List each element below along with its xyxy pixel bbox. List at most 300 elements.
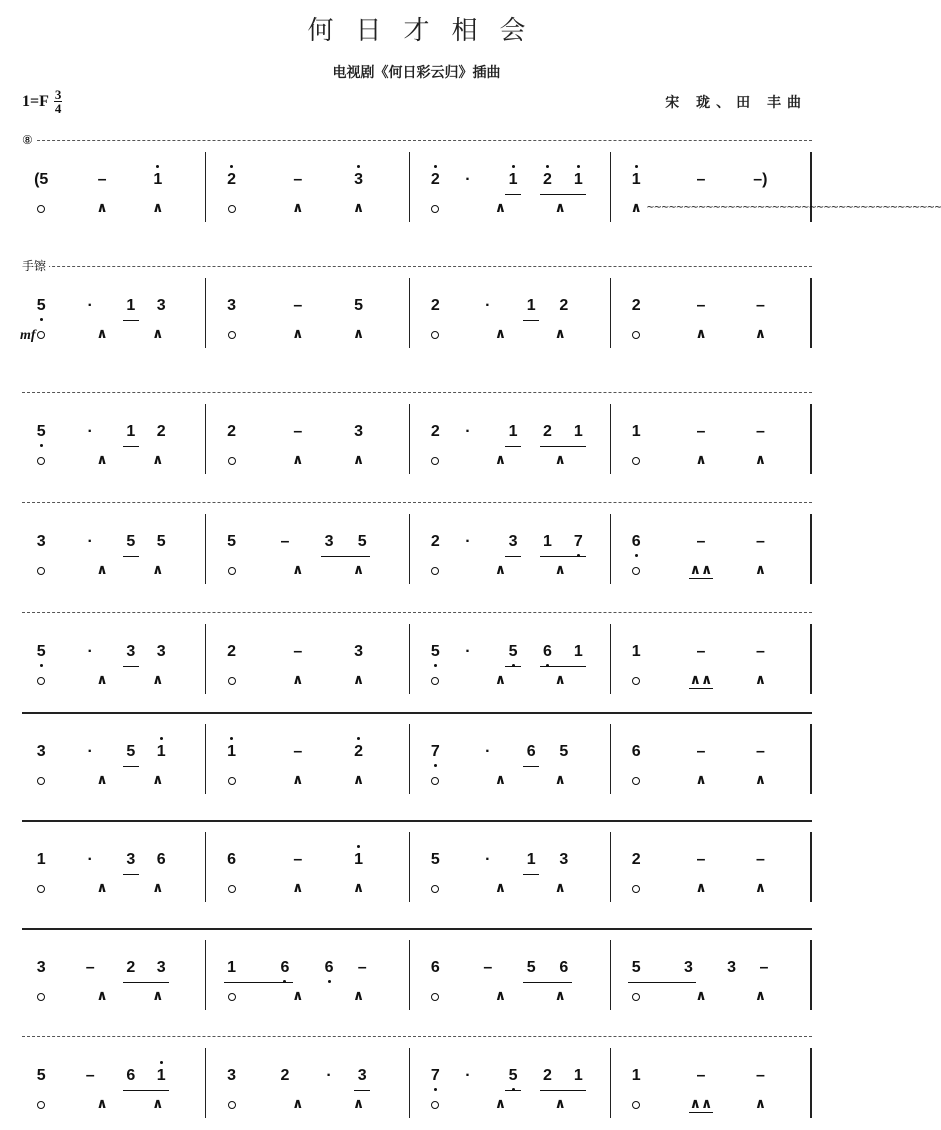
- note: [750, 532, 770, 552]
- note: [626, 958, 646, 978]
- note-text: 3: [156, 959, 166, 976]
- accent-caret-mark: ∧: [554, 326, 566, 342]
- note-text: 5: [126, 743, 136, 760]
- accent-caret-mark: ∧: [695, 452, 707, 468]
- note: [92, 170, 112, 190]
- note: [151, 532, 171, 552]
- score-system: [22, 392, 812, 476]
- score-system: [22, 712, 812, 796]
- note: [151, 850, 171, 870]
- system-rule: [22, 1036, 812, 1037]
- note: [425, 958, 445, 978]
- note-text: 1: [36, 851, 46, 868]
- measure: [419, 152, 600, 222]
- eighth-underline: [123, 320, 139, 321]
- note: [750, 296, 770, 316]
- accent-caret-mark: ∧: [695, 326, 707, 342]
- note: [425, 170, 445, 190]
- low-octave-dot: [40, 664, 43, 667]
- note: [80, 742, 100, 762]
- note: [425, 642, 445, 662]
- note-text: 2: [227, 171, 236, 188]
- accent-caret-mark: ∧: [494, 880, 507, 896]
- note-text: 2: [430, 171, 440, 188]
- note-text: –: [696, 533, 706, 550]
- note: [691, 296, 711, 316]
- eighth-underline: [224, 982, 293, 983]
- note-text: –: [759, 959, 769, 976]
- note-text: 3: [126, 851, 136, 868]
- note: [80, 642, 100, 662]
- note-text: 1: [631, 643, 641, 660]
- measure: [26, 724, 195, 794]
- note: [554, 296, 574, 316]
- note: [425, 532, 445, 552]
- note: [478, 296, 498, 316]
- eighth-underline: [540, 666, 587, 667]
- note: [275, 958, 295, 978]
- measure: [26, 152, 195, 222]
- note: [626, 170, 646, 190]
- note-text: 6: [631, 533, 641, 550]
- note: [80, 532, 100, 552]
- accent-caret-mark: ∧: [754, 880, 767, 896]
- note: [222, 958, 242, 978]
- open-stroke-mark: [425, 988, 445, 1004]
- note: [691, 532, 711, 552]
- note: [288, 850, 308, 870]
- note-text: 1: [126, 297, 136, 314]
- accent-caret-mark: ∧: [754, 988, 767, 1004]
- open-stroke-mark: [222, 452, 242, 468]
- note-text: (5: [34, 171, 49, 188]
- high-octave-dot: [357, 165, 360, 168]
- note-text: 1: [543, 533, 552, 550]
- accent-caret-mark: ∧: [352, 326, 365, 342]
- note-text: 5: [559, 743, 569, 760]
- note-text: –: [357, 959, 367, 976]
- note: [319, 1066, 339, 1086]
- accent-caret-mark: ∧∧: [689, 562, 713, 578]
- eighth-underline: [123, 666, 139, 667]
- note: [288, 296, 308, 316]
- barline: [810, 1048, 812, 1118]
- barline: [610, 404, 611, 474]
- barline: [610, 832, 611, 902]
- note-text: 5: [354, 297, 363, 314]
- note: [626, 1066, 646, 1086]
- system-rule: [22, 266, 812, 267]
- high-octave-dot: [357, 845, 360, 848]
- note-text: 6: [543, 643, 552, 660]
- note-text: 3: [354, 171, 363, 188]
- note-text: ·: [485, 297, 491, 314]
- barline: [409, 152, 410, 222]
- accent-caret-mark: ∧: [152, 326, 164, 342]
- note-text: –: [696, 743, 706, 760]
- score-system: [22, 140, 941, 224]
- note: [349, 642, 369, 662]
- note: [678, 958, 698, 978]
- note: [538, 170, 558, 190]
- eighth-underline: [523, 766, 539, 767]
- open-stroke-mark: [222, 988, 242, 1004]
- measure: [620, 1048, 800, 1118]
- note: [626, 742, 646, 762]
- note: [288, 170, 308, 190]
- note-text: 3: [36, 959, 46, 976]
- measure: [419, 624, 600, 694]
- note-text: –: [97, 171, 107, 188]
- note-text: ·: [465, 171, 471, 188]
- note: [750, 170, 770, 190]
- note: [222, 1066, 242, 1086]
- note: [691, 850, 711, 870]
- note-text: ·: [465, 533, 471, 550]
- accent-caret-mark: ∧: [352, 988, 365, 1004]
- note-text: –: [293, 851, 303, 868]
- note: [222, 296, 242, 316]
- note-text: ·: [465, 1067, 471, 1084]
- note: [750, 422, 770, 442]
- note-text: 1: [156, 1067, 166, 1084]
- open-stroke-mark: [31, 1096, 51, 1112]
- measure: [215, 624, 399, 694]
- note-text: –: [85, 1067, 95, 1084]
- measure: [215, 152, 399, 222]
- measure: [26, 1048, 195, 1118]
- time-numerator: 3: [54, 87, 62, 102]
- note-text: ·: [326, 1067, 332, 1084]
- note-text: 2: [280, 1067, 290, 1084]
- song-title: 何日才相会: [307, 16, 548, 46]
- eighth-underline: [540, 556, 587, 557]
- accent-caret-mark: ∧∧: [689, 1096, 713, 1112]
- measure: [419, 724, 600, 794]
- note: [319, 532, 339, 552]
- note-text: 6: [526, 743, 536, 760]
- measure: [620, 404, 800, 474]
- barline: [205, 404, 206, 474]
- note: [222, 532, 242, 552]
- note-text: ·: [87, 743, 93, 760]
- note: [31, 170, 51, 190]
- barline: [409, 404, 410, 474]
- note: [352, 532, 372, 552]
- instrument-label-1: ⑧: [22, 133, 36, 147]
- note: [521, 958, 541, 978]
- time-signature: [54, 88, 63, 115]
- note-text: –: [280, 533, 290, 550]
- note: [626, 532, 646, 552]
- note-text: ·: [485, 743, 491, 760]
- barline: [810, 940, 812, 1010]
- note-text: 2: [156, 423, 166, 440]
- note: [458, 532, 478, 552]
- accent-caret-mark: ∧: [554, 452, 566, 468]
- note-text: 1: [573, 171, 583, 188]
- note: [478, 742, 498, 762]
- open-stroke-mark: [31, 672, 51, 688]
- accent-caret-mark: ∧: [494, 200, 507, 216]
- note-text: 5: [36, 297, 46, 314]
- accent-caret-mark: ∧: [695, 880, 707, 896]
- barline: [409, 624, 410, 694]
- note: [503, 422, 523, 442]
- barline: [610, 624, 611, 694]
- note-text: 1: [573, 1067, 583, 1084]
- note-text: 1: [153, 171, 163, 188]
- open-stroke-mark: [425, 772, 445, 788]
- accent-caret-mark: ∧: [554, 880, 566, 896]
- note: [275, 1066, 295, 1086]
- note: [503, 1066, 523, 1086]
- note: [222, 850, 242, 870]
- accent-caret-mark: ∧: [630, 200, 642, 216]
- note: [425, 742, 445, 762]
- note: [521, 742, 541, 762]
- note-text: –: [293, 743, 303, 760]
- note-text: 5: [631, 959, 641, 976]
- note: [31, 958, 51, 978]
- open-stroke-mark: [425, 1096, 445, 1112]
- measure: [620, 832, 800, 902]
- system-rule: [22, 140, 812, 141]
- measure: [26, 624, 195, 694]
- accent-caret-mark: ∧∧: [689, 672, 713, 688]
- note: [121, 850, 141, 870]
- barline: [810, 404, 812, 474]
- high-octave-dot: [230, 737, 233, 740]
- measure: [215, 404, 399, 474]
- barline: [205, 940, 206, 1010]
- note: [568, 642, 588, 662]
- eighth-underline: [505, 194, 521, 195]
- accent-caret-mark: ∧: [352, 772, 365, 788]
- low-octave-dot: [635, 554, 638, 557]
- note-text: 1: [508, 171, 518, 188]
- note: [458, 1066, 478, 1086]
- note: [352, 958, 372, 978]
- note: [222, 742, 242, 762]
- note-text: 7: [573, 533, 583, 550]
- high-octave-dot: [546, 165, 549, 168]
- note: [151, 742, 171, 762]
- note-text: 1: [631, 423, 641, 440]
- note: [554, 850, 574, 870]
- accent-caret-mark: ∧: [152, 772, 164, 788]
- note: [691, 170, 711, 190]
- barline: [205, 514, 206, 584]
- system-rule: [22, 928, 812, 930]
- barline: [409, 940, 410, 1010]
- note: [568, 170, 588, 190]
- key-prefix: 1=F: [22, 92, 49, 110]
- high-octave-dot: [357, 737, 360, 740]
- high-octave-dot: [512, 165, 515, 168]
- note-text: ·: [87, 643, 93, 660]
- dynamic-marking: mf: [20, 328, 36, 343]
- high-octave-dot: [635, 165, 638, 168]
- open-stroke-mark: [31, 772, 51, 788]
- double-accent-underline: [689, 688, 713, 689]
- accent-caret-mark: ∧: [352, 1096, 365, 1112]
- eighth-underline: [505, 446, 521, 447]
- note: [151, 296, 171, 316]
- note: [626, 422, 646, 442]
- note-text: 6: [559, 959, 569, 976]
- note-text: 6: [430, 959, 440, 976]
- barline: [610, 724, 611, 794]
- measure: [620, 514, 800, 584]
- accent-caret-mark: ∧: [494, 772, 507, 788]
- note: [503, 642, 523, 662]
- measure: [26, 940, 195, 1010]
- note: [538, 422, 558, 442]
- note: [503, 170, 523, 190]
- note-text: 3: [36, 743, 46, 760]
- note-text: –: [755, 1067, 765, 1084]
- accent-caret-mark: ∧: [494, 1096, 507, 1112]
- open-stroke-mark: [222, 1096, 242, 1112]
- barline: [610, 514, 611, 584]
- note: [521, 296, 541, 316]
- open-stroke-mark: [626, 452, 646, 468]
- accent-caret-mark: ∧: [96, 772, 108, 788]
- note: [80, 958, 100, 978]
- note-text: 7: [430, 743, 440, 760]
- eighth-underline: [123, 982, 169, 983]
- high-octave-dot: [160, 1061, 163, 1064]
- accent-caret-mark: ∧: [96, 200, 108, 216]
- note: [222, 170, 242, 190]
- eighth-underline: [505, 1090, 521, 1091]
- note: [80, 1066, 100, 1086]
- note-text: 5: [508, 643, 518, 660]
- note-text: 2: [227, 643, 236, 660]
- note-text: –: [293, 297, 303, 314]
- note-text: ·: [465, 643, 471, 660]
- accent-caret-mark: ∧: [352, 672, 365, 688]
- accent-caret-mark: ∧: [554, 772, 566, 788]
- note: [554, 742, 574, 762]
- accent-caret-mark: ∧: [352, 452, 365, 468]
- note-text: –: [696, 643, 706, 660]
- open-stroke-mark: [626, 672, 646, 688]
- note: [31, 742, 51, 762]
- note-text: 2: [227, 423, 236, 440]
- measure: [620, 152, 941, 222]
- measure: [215, 1048, 399, 1118]
- note: [222, 422, 242, 442]
- note-text: 2: [126, 959, 136, 976]
- accent-caret-mark: ∧: [554, 672, 566, 688]
- note: [425, 422, 445, 442]
- double-accent-underline: [689, 1112, 713, 1113]
- accent-caret-mark: ∧: [754, 672, 767, 688]
- note-text: 5: [526, 959, 536, 976]
- note: [31, 296, 51, 316]
- note: [425, 1066, 445, 1086]
- barline: [810, 624, 812, 694]
- accent-caret-mark: ∧: [494, 452, 507, 468]
- eighth-underline: [523, 874, 539, 875]
- measure: [620, 724, 800, 794]
- open-stroke-mark: [425, 562, 445, 578]
- system-rule: [22, 502, 812, 503]
- low-octave-dot: [40, 318, 43, 321]
- note-text: 2: [354, 743, 363, 760]
- note: [222, 642, 242, 662]
- accent-caret-mark: ∧: [292, 452, 304, 468]
- open-stroke-mark: [222, 326, 242, 342]
- note: [626, 642, 646, 662]
- note: [31, 532, 51, 552]
- note-text: 2: [543, 1067, 552, 1084]
- note: [425, 296, 445, 316]
- note-text: 5: [126, 533, 136, 550]
- note-text: 5: [36, 1067, 46, 1084]
- measure: [26, 832, 195, 902]
- accent-caret-mark: ∧: [554, 1096, 566, 1112]
- note: [121, 1066, 141, 1086]
- note: [478, 850, 498, 870]
- note: [568, 532, 588, 552]
- open-stroke-mark: [425, 452, 445, 468]
- note-text: –: [85, 959, 95, 976]
- eighth-underline: [123, 1090, 169, 1091]
- note-text: 2: [543, 171, 552, 188]
- accent-caret-mark: ∧: [96, 562, 108, 578]
- note: [349, 742, 369, 762]
- open-stroke-mark: [626, 772, 646, 788]
- open-stroke-mark: [626, 988, 646, 1004]
- note-text: 3: [126, 643, 136, 660]
- note: [80, 422, 100, 442]
- note: [538, 642, 558, 662]
- accent-caret-mark: ∧: [494, 672, 507, 688]
- barline: [205, 724, 206, 794]
- eighth-underline: [523, 982, 572, 983]
- barline: [610, 940, 611, 1010]
- note: [478, 958, 498, 978]
- open-stroke-mark: [626, 880, 646, 896]
- accent-caret-mark: ∧: [754, 1096, 767, 1112]
- measure: [620, 624, 800, 694]
- open-stroke-mark: [425, 880, 445, 896]
- note-text: –: [696, 851, 706, 868]
- note: [425, 850, 445, 870]
- note-text: –: [696, 171, 706, 188]
- note-text: 1: [631, 1067, 641, 1084]
- song-subtitle: 电视剧《何日彩云归》插曲: [332, 65, 501, 81]
- note: [31, 422, 51, 442]
- open-stroke-mark: [31, 200, 51, 216]
- accent-caret-mark: ∧: [292, 772, 304, 788]
- eighth-underline: [123, 766, 139, 767]
- note-text: 1: [573, 643, 583, 660]
- open-stroke-mark: [222, 562, 242, 578]
- accent-caret-mark: ∧: [96, 452, 108, 468]
- note-text: –: [755, 533, 765, 550]
- note: [568, 422, 588, 442]
- open-stroke-mark: [31, 880, 51, 896]
- note-text: –: [755, 423, 765, 440]
- note-text: ·: [87, 297, 93, 314]
- note: [121, 742, 141, 762]
- note-text: 5: [508, 1067, 518, 1084]
- note-text: 5: [357, 533, 367, 550]
